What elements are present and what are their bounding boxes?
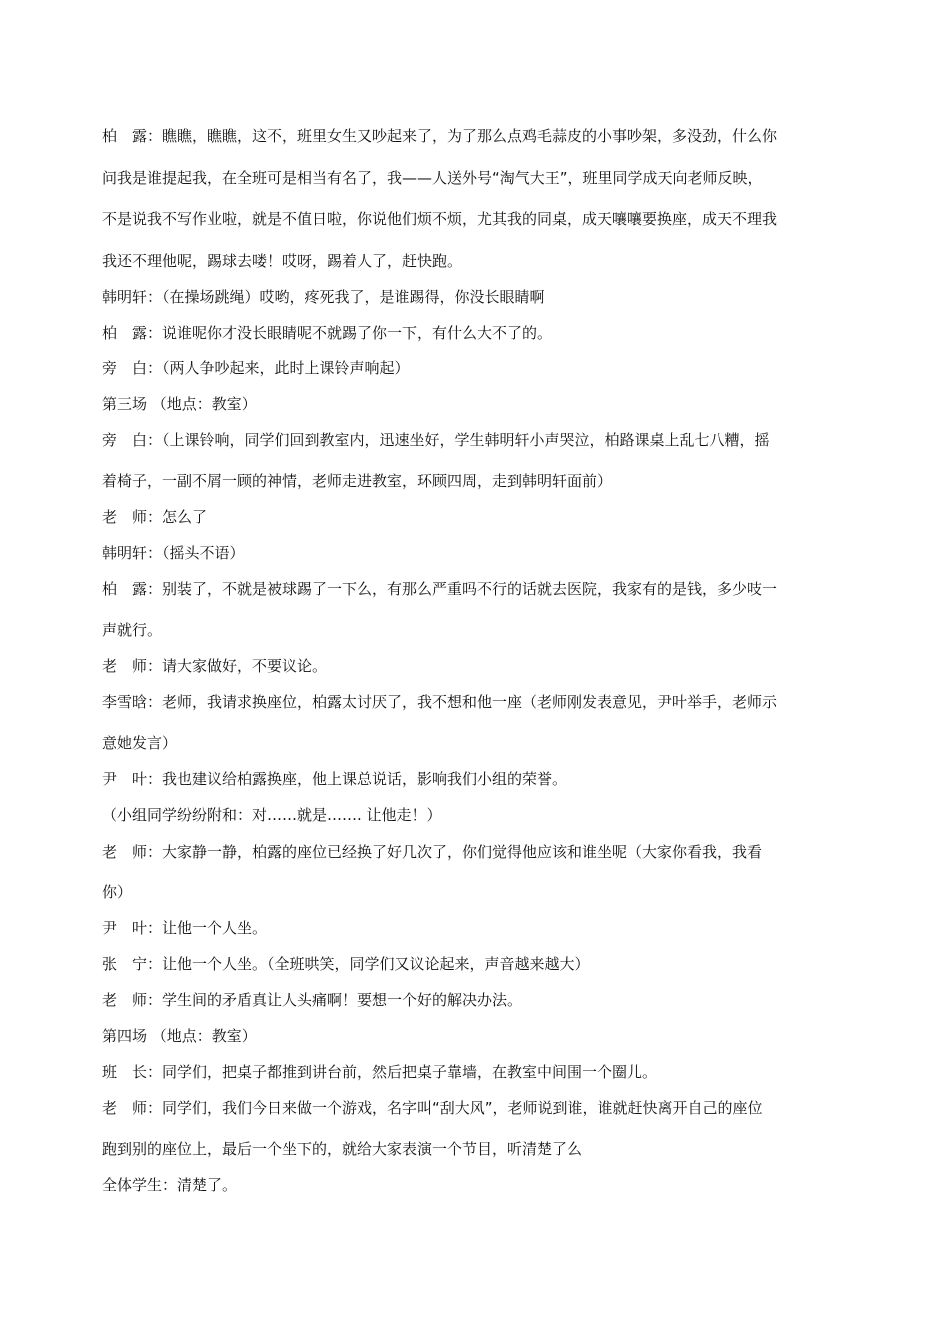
script-line (102, 578, 872, 600)
script-line (102, 250, 872, 272)
line-text: 全体学生：清楚了。 (102, 1176, 238, 1194)
line-text: ：我也建议给柏露换座，他上课总说话，影响我们小组的荣誉。 (147, 770, 568, 788)
line-text: ：大家静一静，柏露的座位已经换了好几次了，你们觉得他应该和谁坐呢（大家你看我，我看 (147, 843, 763, 861)
script-line (102, 989, 872, 1011)
script-line (102, 619, 872, 641)
script-line (102, 881, 872, 903)
script-line (102, 841, 872, 863)
line-text: 跑到别的座位上，最后一个坐下的，就给大家表演一个节目，听清楚了么 (102, 1140, 583, 1158)
line-text: ：同学们，把桌子都推到讲台前，然后把桌子靠墙，在教室中间围一个圈儿。 (147, 1063, 658, 1081)
line-text: ：别装了，不就是被球踢了一下么，有那么严重吗不行的话就去医院，我家有的是钱，多少吱一 (147, 580, 778, 598)
line-text: ：（上课铃响，同学们回到教室内，迅速坐好，学生韩明轩小声哭泣，柏路课桌上乱七八糟，摇 (147, 431, 770, 449)
line-text: 韩明轩：（在操场跳绳）哎哟，疼死我了，是谁踢得，你没长眼睛啊 (102, 288, 545, 306)
script-line (102, 1174, 872, 1196)
script-line (102, 125, 872, 147)
speaker-name: 柏露 (102, 580, 163, 598)
line-text: ：同学们，我们今日来做一个游戏，名字叫“刮大风”，老师说到谁，谁就赶快离开自己的座位 (147, 1099, 763, 1117)
line-text: 你） (102, 883, 133, 901)
line-text: 问我是谁提起我，在全班可是相当有名了，我——人送外号“淘气大王”，班里同学成天向老师反映， (102, 169, 763, 187)
speaker-name: 老师 (102, 508, 163, 526)
line-text: 李雪晗：老师，我请求换座位，柏露太讨厌了，我不想和他一座（老师刚发表意见，尹叶举手，老师示 (102, 693, 778, 711)
script-line (102, 804, 872, 826)
script-line (102, 542, 872, 564)
line-text: ：说谁呢你才没长眼睛呢不就踢了你一下，有什么大不了的。 (147, 324, 553, 342)
line-text: 声就行。 (102, 621, 163, 639)
speaker-name: 老师 (102, 1099, 163, 1117)
line-text: ：学生间的矛盾真让人头痛啊！要想一个好的解决办法。 (147, 991, 523, 1009)
speaker-name: 老师 (102, 657, 163, 675)
line-text: ：瞧瞧，瞧瞧，这不，班里女生又吵起来了，为了那么点鸡毛蒜皮的小事吵架，多没劲，什么你 (147, 127, 778, 145)
line-text: （小组同学纷纷附和：对……就是……. 让他走！） (102, 806, 442, 824)
line-text: 不是说我不写作业啦，就是不值日啦，你说他们烦不烦，尤其我的同桌，成天嚷嚷要换座，成天不理我 (102, 210, 778, 228)
script-line (102, 167, 872, 189)
line-text: ：让他一个人坐。（全班哄笑，同学们又议论起来，声音越来越大） (147, 955, 590, 973)
speaker-name: 尹叶 (102, 770, 163, 788)
script-line (102, 953, 872, 975)
line-text: 我还不理他呢，踢球去喽！哎呀，踢着人了，赶快跑。 (102, 252, 463, 270)
script-line (102, 429, 872, 451)
script-line (102, 655, 872, 677)
line-text: 着椅子，一副不屑一顾的神情，老师走进教室，环顾四周，走到韩明轩面前） (102, 472, 613, 490)
speaker-name: 班长 (102, 1063, 163, 1081)
script-line (102, 768, 872, 790)
line-text: ：（两人争吵起来，此时上课铃声响起） (147, 359, 410, 377)
speaker-name: 柏露 (102, 324, 163, 342)
speaker-name: 旁白 (102, 431, 163, 449)
line-text: 第四场 （地点：教室） (102, 1027, 257, 1045)
scene-heading (102, 1025, 872, 1047)
script-line (102, 1061, 872, 1083)
speaker-name: 柏露 (102, 127, 163, 145)
line-text: ：怎么了 (147, 508, 208, 526)
script-line (102, 917, 872, 939)
speaker-name: 旁白 (102, 359, 163, 377)
script-line (102, 1097, 872, 1119)
script-line (102, 691, 872, 713)
line-text: 意她发言） (102, 734, 178, 752)
script-line (102, 506, 872, 528)
script-line (102, 208, 872, 230)
script-line (102, 470, 872, 492)
line-text: 韩明轩：（摇头不语） (102, 544, 245, 562)
script-line (102, 732, 872, 754)
line-text: ：请大家做好，不要议论。 (147, 657, 328, 675)
speaker-name: 老师 (102, 991, 163, 1009)
scene-heading (102, 393, 872, 415)
line-text: ：让他一个人坐。 (147, 919, 268, 937)
script-line (102, 357, 872, 379)
line-text: 第三场 （地点：教室） (102, 395, 257, 413)
script-line (102, 322, 872, 344)
script-line (102, 1138, 872, 1160)
speaker-name: 尹叶 (102, 919, 163, 937)
script-line (102, 286, 872, 308)
speaker-name: 老师 (102, 843, 163, 861)
speaker-name: 张宁 (102, 955, 163, 973)
